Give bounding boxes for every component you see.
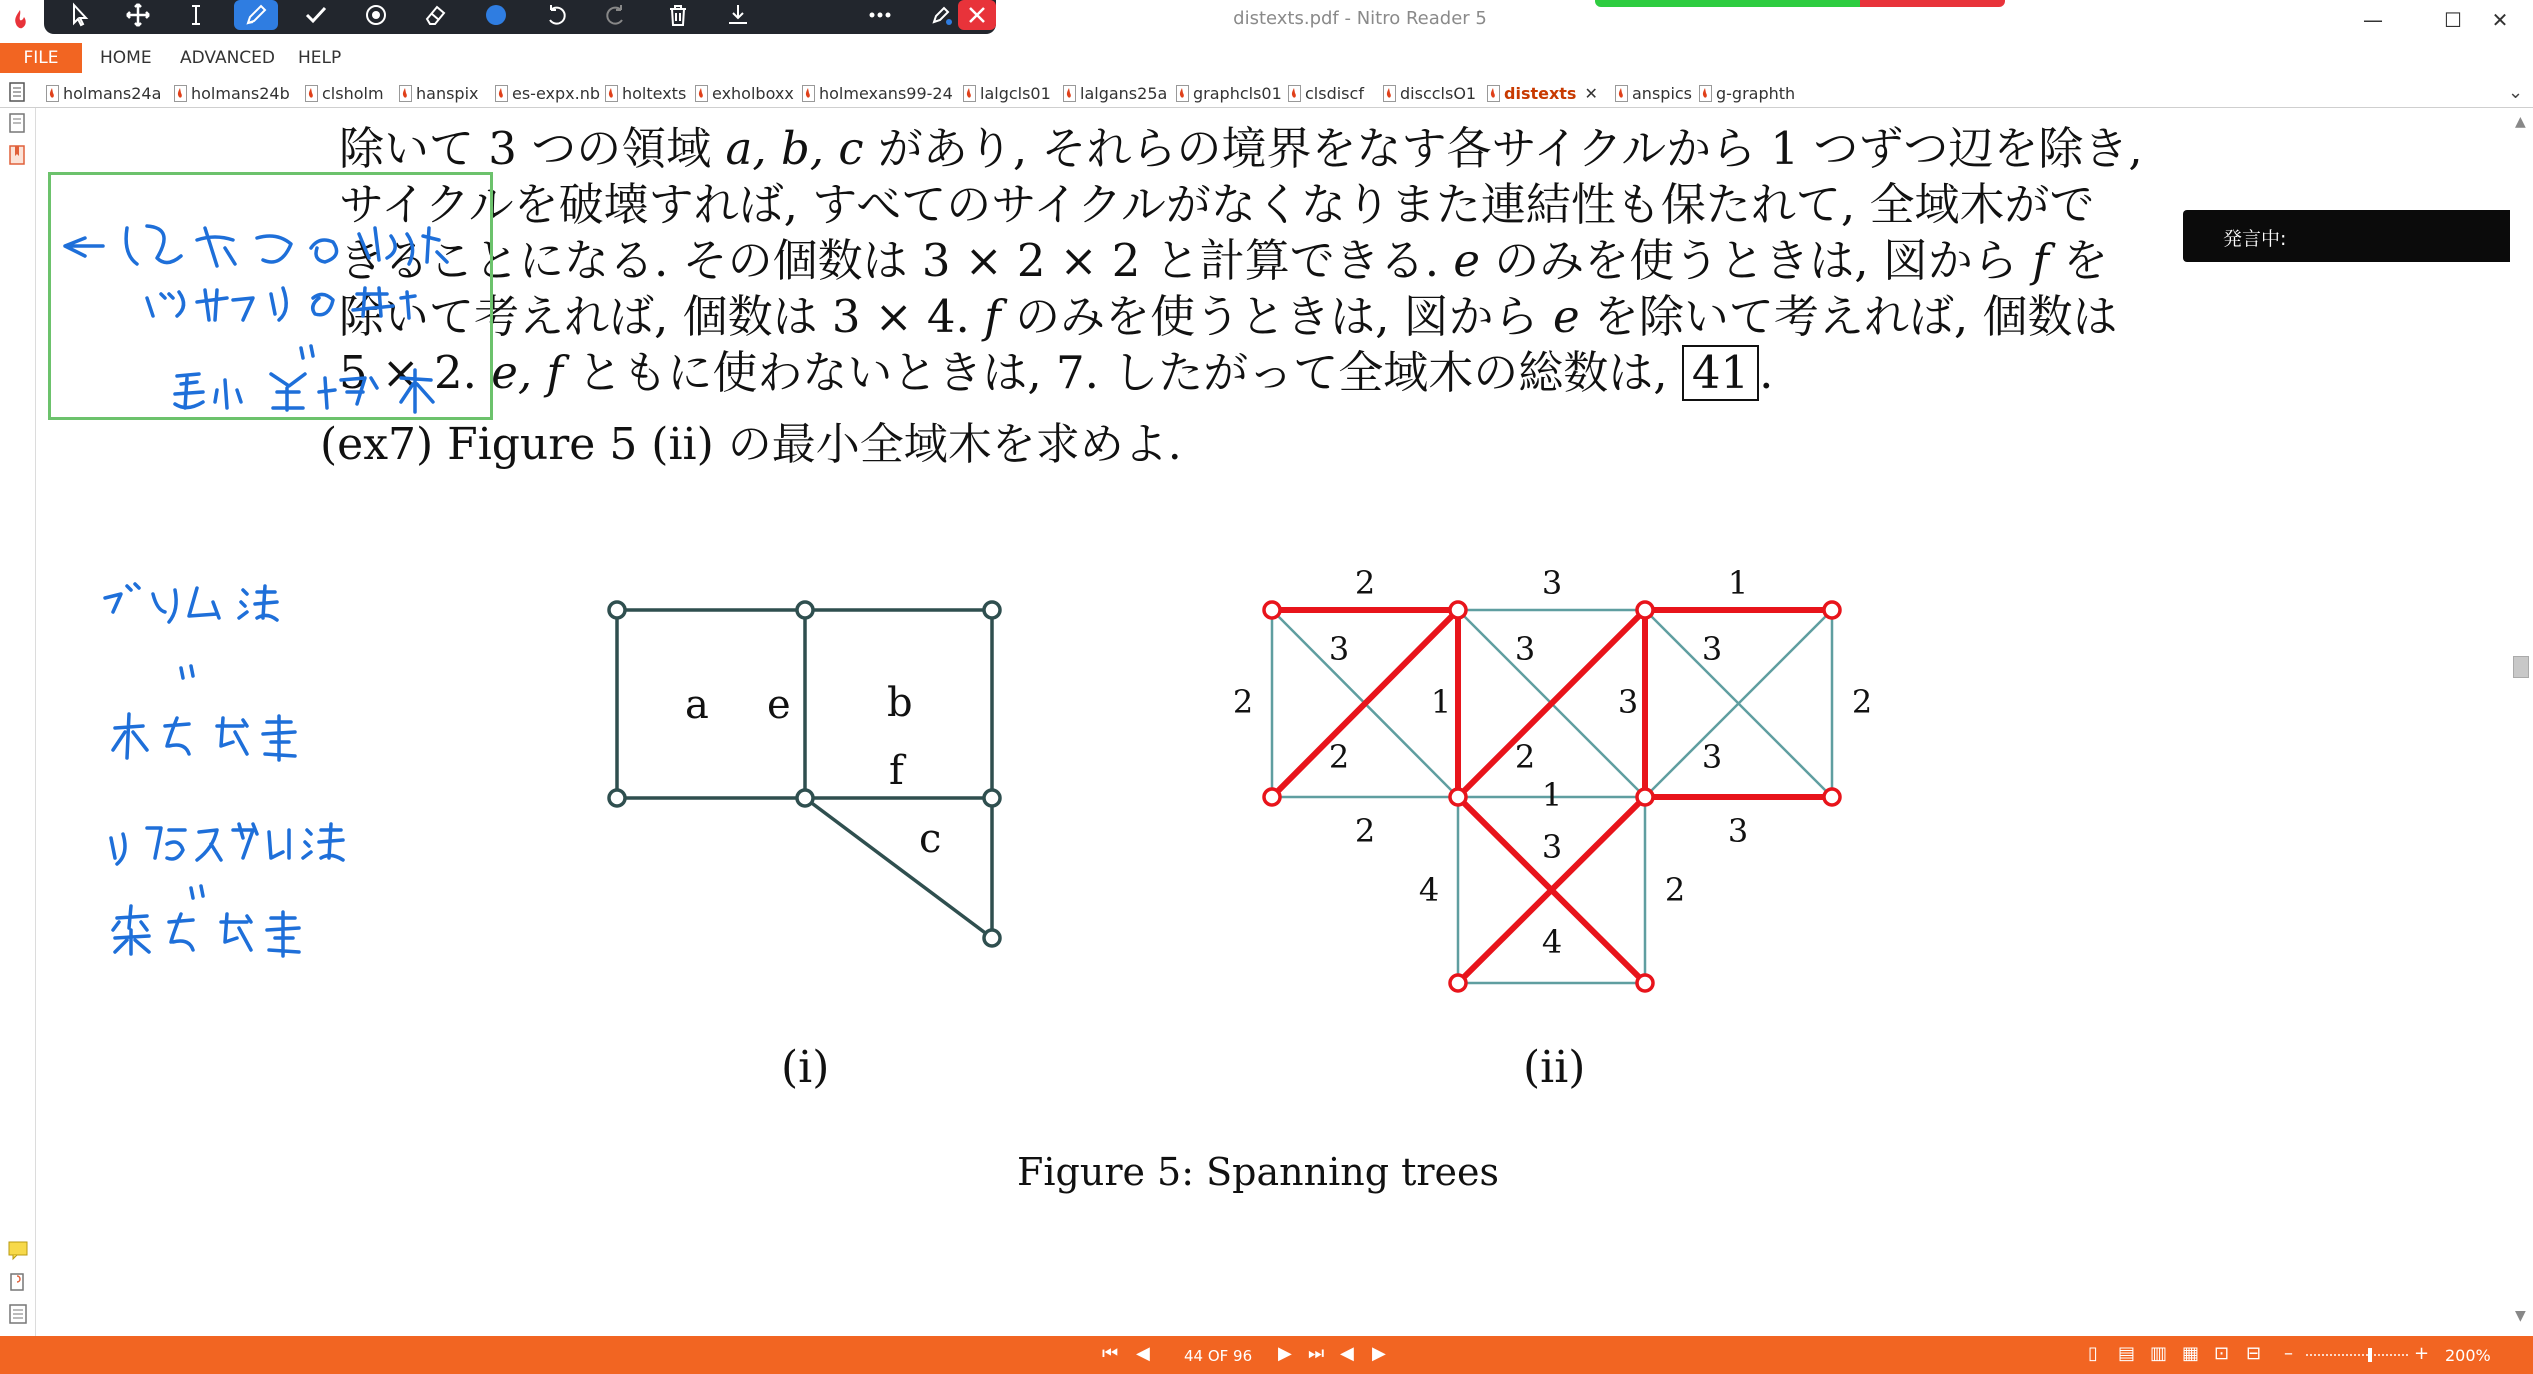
ink-stroke: [197, 824, 289, 860]
pdf-file-icon: [46, 85, 59, 102]
graph-vertex: [984, 930, 1000, 946]
ink-stroke: [311, 240, 337, 262]
single-page-view-icon[interactable]: ▯: [2088, 1343, 2098, 1364]
ink-stroke: [191, 886, 203, 898]
graph-vertex: [1824, 789, 1840, 805]
pan-tool-button[interactable]: [116, 0, 160, 30]
eraser-icon: [423, 2, 449, 28]
ink-stroke: [153, 590, 176, 622]
ink-stroke: [113, 906, 149, 954]
doc-tab-clsholm[interactable]: [305, 80, 384, 106]
pdf-file-icon: [1288, 85, 1301, 102]
ink-stroke: [105, 584, 139, 612]
region-label: f: [889, 748, 904, 794]
doc-tab-label: lalgans25a: [1080, 83, 1168, 103]
more-button[interactable]: [858, 0, 902, 30]
ink-stroke: [111, 828, 185, 864]
eraser-tool-button[interactable]: [414, 0, 458, 30]
ink-stroke: [303, 824, 343, 860]
doc-tab-exholboxx[interactable]: [695, 80, 794, 106]
figure-i-graph: [577, 588, 1057, 988]
doc-tab-label: clsdiscf: [1305, 83, 1364, 103]
drawing-toolbar: [44, 0, 996, 34]
select-tool-button[interactable]: [58, 0, 102, 30]
ink-stroke: [271, 288, 286, 320]
next-view-icon[interactable]: ▶: [1372, 1343, 1386, 1364]
paragraph-line-2: サイクルを破壊すれば, すべてのサイクルがなくなりまた連結性も保たれて, 全域木がで: [339, 178, 2095, 231]
pen-settings-icon: [929, 2, 955, 28]
subcaption-i: (i): [781, 1042, 830, 1093]
nitro-logo-icon: [8, 8, 32, 32]
doc-tab-discclso1[interactable]: [1383, 80, 1476, 106]
doc-tab-label: graphcls01: [1193, 83, 1282, 103]
edge-weight: 3: [1701, 738, 1723, 776]
math-run: e: [1552, 290, 1580, 343]
doc-tab-label: hanspix: [416, 83, 479, 103]
handwritten-ink-annotations[interactable]: [57, 198, 537, 958]
ink-stroke: [239, 586, 277, 620]
graph-vertex: [609, 602, 625, 618]
download-icon: [725, 2, 751, 28]
ink-stroke: [113, 714, 147, 758]
edge-weight: 2: [1354, 812, 1376, 850]
maximize-button[interactable]: ☐: [2444, 8, 2462, 32]
previous-page-icon[interactable]: ◀: [1136, 1343, 1150, 1364]
doc-tab-lalgans25a[interactable]: [1063, 80, 1167, 106]
ink-stroke: [165, 718, 189, 754]
math-run: f: [984, 290, 1001, 343]
ink-stroke: [301, 346, 313, 358]
zoom-in-icon[interactable]: +: [2414, 1343, 2430, 1364]
pdf-file-icon: [1487, 85, 1500, 102]
first-page-icon[interactable]: ⏮: [1102, 1343, 1119, 1364]
progress-indicator-green: [1595, 0, 1860, 7]
delete-button[interactable]: [656, 0, 700, 30]
doc-tab-label: distexts: [1504, 83, 1577, 103]
redo-icon: [603, 2, 629, 28]
comments-panel-icon[interactable]: [7, 1238, 29, 1262]
graph-vertex: [609, 790, 625, 806]
graph-vertex: [1637, 975, 1653, 991]
graph-vertex: [1450, 975, 1466, 991]
layers-panel-icon[interactable]: [7, 1302, 29, 1326]
close-icon: [964, 2, 990, 28]
edge-weight: 3: [1541, 828, 1563, 866]
doc-tab-label: anspics: [1632, 83, 1693, 103]
ink-stroke: [271, 374, 305, 410]
pdf-file-icon: [1615, 85, 1628, 102]
ink-stroke: [215, 380, 241, 408]
text-cursor-icon: [183, 2, 209, 28]
graph-vertex: [797, 602, 813, 618]
region-label: b: [887, 680, 913, 726]
text-run: があり, それらの境界をなす各サイクルから 1 つずつ辺を除き,: [863, 122, 2143, 175]
doc-tab-label: lalgcls01: [980, 83, 1051, 103]
graph-vertex: [1264, 789, 1280, 805]
redo-button[interactable]: [594, 0, 638, 30]
graph-vertex: [1637, 789, 1653, 805]
edge-weight: 3: [1541, 568, 1563, 602]
edge-weight: 2: [1232, 683, 1254, 721]
undo-button[interactable]: [534, 0, 578, 30]
document-tab-strip: [0, 76, 2533, 108]
edge-weight: 4: [1541, 923, 1563, 961]
facing-continuous-view-icon[interactable]: ▦: [2182, 1343, 2200, 1364]
move-icon: [125, 2, 151, 28]
last-page-icon[interactable]: ⏭: [1308, 1343, 1325, 1364]
minimize-button[interactable]: —: [2363, 8, 2383, 32]
text-run: きることになる. その個数は 3 × 2 × 2 と計算できる.: [339, 234, 1454, 287]
pdf-file-icon: [1176, 85, 1189, 102]
region-label: e: [767, 682, 791, 728]
ink-stroke: [189, 588, 219, 618]
doc-tab-es-expx-nb[interactable]: [495, 80, 600, 106]
previous-view-icon[interactable]: ◀: [1340, 1343, 1354, 1364]
zoom-level[interactable]: 200%: [2445, 1346, 2491, 1365]
page-indicator[interactable]: 44 OF 96: [1184, 1347, 1253, 1365]
ink-stroke: [257, 236, 291, 262]
doc-tab-label: holmexans99-24: [819, 83, 953, 103]
doc-tab-lalgcls01[interactable]: [963, 80, 1051, 106]
doc-tab-label: es-expx.nb: [512, 83, 600, 103]
progress-indicator-red: [1860, 0, 2005, 7]
text-run: 除いて 3 つの領域: [339, 122, 726, 175]
cursor-icon: [67, 2, 93, 28]
edge-weight: 1: [1541, 776, 1563, 814]
doc-tab-holmans24b[interactable]: [174, 80, 290, 106]
ink-stroke: [353, 288, 415, 318]
math-run: e, f: [491, 346, 564, 399]
pdf-file-icon: [802, 85, 815, 102]
text-run: を除いて考えれば, 個数は: [1579, 290, 2118, 343]
region-label: a: [685, 682, 709, 728]
doc-tab-label: holtexts: [622, 83, 687, 103]
undo-icon: [543, 2, 569, 28]
ink-stroke: [169, 914, 193, 950]
pdf-file-icon: [399, 85, 412, 102]
close-tab-icon[interactable]: ✕: [1584, 83, 1598, 103]
tab-list-chevron-icon[interactable]: ⌄: [2508, 82, 2524, 103]
fit-width-icon[interactable]: ⊟: [2246, 1343, 2262, 1364]
zoom-slider-thumb[interactable]: [2368, 1348, 2372, 1362]
speaking-indicator: 発言中:: [2183, 210, 2525, 262]
edge-weight: 3: [1727, 812, 1749, 850]
ink-stroke: [267, 912, 299, 956]
ink-stroke: [197, 290, 253, 320]
doc-tab-distexts[interactable]: [1487, 80, 1598, 106]
close-window-button[interactable]: ✕: [2491, 8, 2509, 32]
text-run: ともに使わないときは, 7. したがって全域木の総数は,: [563, 346, 1682, 399]
edge-weight: 3: [1328, 630, 1350, 668]
edge-weight: 3: [1514, 630, 1536, 668]
next-page-icon[interactable]: ▶: [1278, 1343, 1292, 1364]
pdf-file-icon: [305, 85, 318, 102]
doc-tab-label: holmans24b: [191, 83, 290, 103]
graph-vertex: [1824, 602, 1840, 618]
boxed-answer: 41: [1682, 345, 1759, 401]
text-run: を: [2048, 234, 2109, 287]
text-tool-button[interactable]: [174, 0, 218, 30]
doc-tab-holtexts[interactable]: [605, 80, 686, 106]
pdf-file-icon: [1063, 85, 1076, 102]
doc-tab-label: holmans24a: [63, 83, 162, 103]
text-run: のみを使うときは, 図から: [1480, 234, 2033, 287]
region-label: c: [919, 816, 942, 862]
ink-stroke: [401, 370, 433, 412]
edge-weight: 2: [1354, 568, 1376, 602]
ribbon-tabs: [0, 40, 2533, 74]
graph-vertex: [1450, 602, 1466, 618]
pdf-file-icon: [495, 85, 508, 102]
edge-weight: 2: [1664, 871, 1686, 909]
math-run: a, b, c: [725, 122, 864, 175]
target-icon: [363, 2, 389, 28]
pdf-file-icon: [1383, 85, 1396, 102]
checkmark-tool-button[interactable]: [294, 0, 338, 30]
pdf-file-icon: [174, 85, 187, 102]
pdf-file-icon: [695, 85, 708, 102]
doc-tab-clsdiscf[interactable]: [1288, 80, 1364, 106]
graph-vertex: [1450, 789, 1466, 805]
doc-tab-label: clsholm: [322, 83, 384, 103]
edge-weight: 2: [1328, 738, 1350, 776]
edge-weight: 3: [1701, 630, 1723, 668]
vertical-scrollbar[interactable]: [2510, 108, 2533, 1336]
ink-stroke: [65, 238, 103, 256]
text-run: 除いて考えれば, 個数は 3 × 4.: [339, 290, 985, 343]
ink-stroke: [359, 228, 447, 264]
pdf-file-icon: [1699, 85, 1712, 102]
trash-icon: [665, 2, 691, 28]
edge-weight: 1: [1727, 568, 1749, 602]
checkmark-icon: [303, 2, 329, 28]
ink-stroke: [126, 226, 181, 264]
pen-tool-button[interactable]: [234, 0, 278, 30]
text-run: 5 × 2.: [339, 346, 492, 399]
tab-help[interactable]: HELP: [298, 48, 342, 68]
pdf-page-view[interactable]: [37, 108, 2509, 1336]
ink-stroke: [197, 228, 235, 266]
graph-vertex: [1264, 602, 1280, 618]
close-toolbar-button[interactable]: [958, 0, 996, 30]
tab-file[interactable]: FILE: [0, 43, 82, 73]
math-run: f: [2032, 234, 2049, 287]
ink-stroke: [181, 666, 193, 678]
graph-vertex: [1637, 602, 1653, 618]
edge-weight: 4: [1418, 871, 1440, 909]
scrollbar-thumb[interactable]: [2513, 656, 2529, 678]
paragraph-line-5: [339, 336, 1773, 401]
edge-weight: 1: [1430, 683, 1452, 721]
tab-advanced[interactable]: ADVANCED: [180, 48, 276, 68]
pages-panel-icon[interactable]: [7, 112, 29, 136]
doc-tab-g-graphth[interactable]: [1699, 80, 1795, 106]
graph-vertex: [984, 790, 1000, 806]
doc-tab-holmans24a[interactable]: [46, 80, 161, 106]
zoom-out-icon[interactable]: –: [2284, 1343, 2293, 1364]
ink-stroke: [263, 716, 295, 760]
doc-tab-label: exholboxx: [712, 83, 794, 103]
save-button[interactable]: [716, 0, 760, 30]
ink-stroke: [175, 374, 203, 408]
graph-vertex: [984, 602, 1000, 618]
scroll-down-arrow-icon[interactable]: ▼: [2515, 1308, 2526, 1324]
pdf-file-icon: [605, 85, 618, 102]
tab-home[interactable]: HOME: [100, 48, 152, 68]
ink-stroke: [313, 294, 333, 314]
attachments-panel-icon[interactable]: [7, 1270, 29, 1294]
edge-weight: 3: [1617, 683, 1639, 721]
ink-stroke: [319, 378, 377, 408]
zoom-slider[interactable]: [2306, 1348, 2410, 1362]
more-dots-icon: [867, 2, 893, 28]
facing-view-icon[interactable]: ▥: [2150, 1343, 2168, 1364]
pen-icon: [243, 2, 269, 28]
doc-tab-hanspix[interactable]: [399, 80, 479, 106]
continuous-view-icon[interactable]: ▤: [2118, 1343, 2136, 1364]
figure-ii-graph: [1207, 568, 1927, 1048]
ink-stroke: [147, 292, 184, 316]
text-run: のみを使うときは, 図から: [1000, 290, 1553, 343]
exercise-line: (ex7) Figure 5 (ii) の最小全域木を求めよ.: [320, 419, 1182, 470]
edge-weight: 2: [1851, 683, 1873, 721]
bookmarks-panel-icon[interactable]: [7, 144, 29, 168]
doc-tab-anspics[interactable]: [1615, 80, 1692, 106]
ink-stroke: [217, 718, 247, 754]
graph-vertex: [797, 790, 813, 806]
color-picker-button[interactable]: [474, 0, 518, 30]
window-title: distexts.pdf - Nitro Reader 5: [1233, 8, 1487, 29]
math-run: e: [1453, 234, 1480, 287]
text-run: .: [1759, 346, 1774, 399]
graph-edge: [805, 798, 992, 938]
status-bar: [0, 1336, 2533, 1374]
doc-tab-holmexans99-24[interactable]: [802, 80, 953, 106]
left-panel-rail: [0, 108, 36, 1336]
doc-tab-label: g-graphth: [1716, 83, 1796, 103]
laser-tool-button[interactable]: [354, 0, 398, 30]
subcaption-ii: (ii): [1523, 1042, 1586, 1093]
fit-page-icon[interactable]: ⊡: [2214, 1343, 2230, 1364]
scroll-up-arrow-icon[interactable]: ▲: [2515, 114, 2526, 130]
doc-tab-graphcls01[interactable]: [1176, 80, 1282, 106]
pdf-file-icon: [963, 85, 976, 102]
edge-weight: 2: [1514, 738, 1536, 776]
doc-tab-label: discclsO1: [1400, 83, 1477, 103]
ink-stroke: [221, 914, 251, 950]
color-dot-icon: [483, 2, 509, 28]
page-icon: [8, 82, 26, 102]
figure-caption: Figure 5: Spanning trees: [1017, 1150, 1500, 1194]
